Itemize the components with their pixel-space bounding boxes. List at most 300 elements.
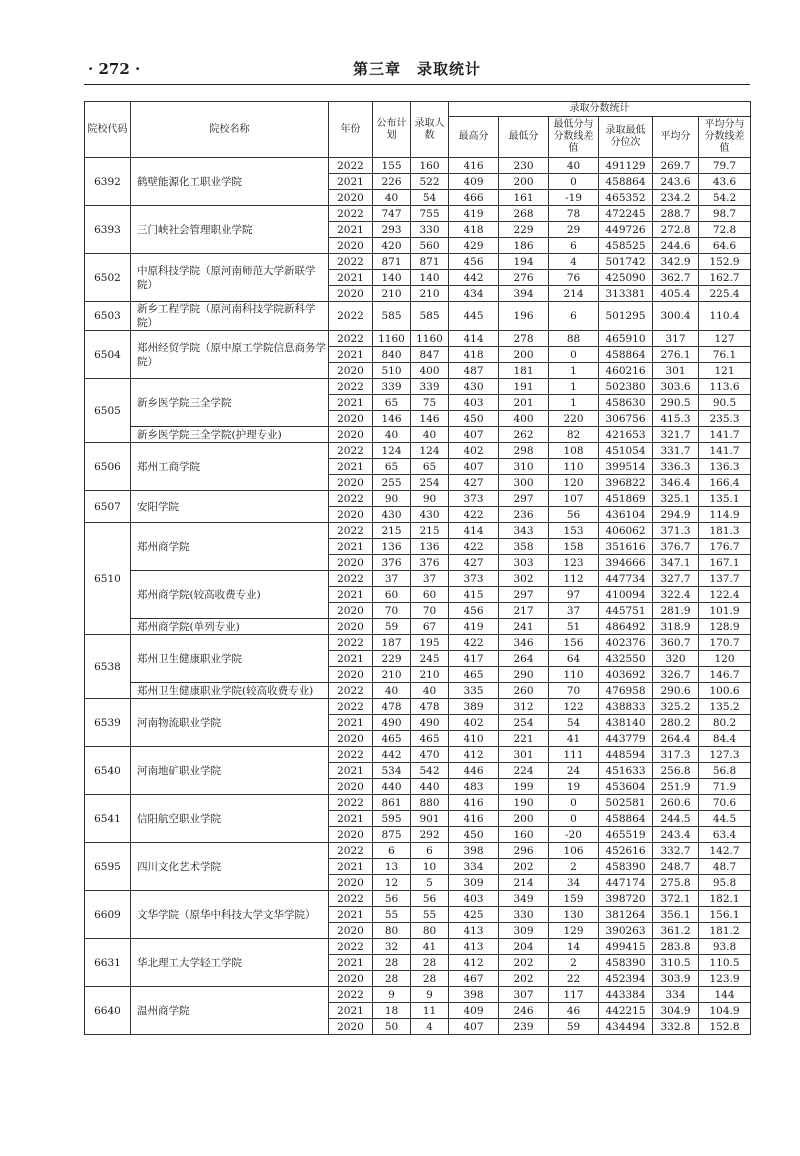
cell-max: 422 <box>449 507 499 523</box>
school-name: 郑州卫生健康职业学院(较高收费专业) <box>131 683 329 699</box>
cell-plan: 376 <box>373 555 411 571</box>
cell-avg: 244.6 <box>653 238 699 254</box>
cell-max: 456 <box>449 603 499 619</box>
cell-avg-diff: 84.4 <box>699 731 751 747</box>
cell-avg: 260.6 <box>653 795 699 811</box>
cell-min: 343 <box>499 523 549 539</box>
cell-avg: 283.8 <box>653 939 699 955</box>
header-divider <box>84 84 750 85</box>
cell-min-rank: 398720 <box>599 891 653 907</box>
cell-avg-diff: 167.1 <box>699 555 751 571</box>
cell-avg-diff: 135.2 <box>699 699 751 715</box>
cell-admitted: 465 <box>411 731 449 747</box>
cell-avg-diff: 146.7 <box>699 667 751 683</box>
cell-admitted: 56 <box>411 891 449 907</box>
cell-year: 2021 <box>329 1003 373 1019</box>
cell-max: 487 <box>449 363 499 379</box>
cell-min-rank: 501295 <box>599 302 653 331</box>
cell-plan: 1160 <box>373 331 411 347</box>
cell-admitted: 40 <box>411 427 449 443</box>
cell-admitted: 136 <box>411 539 449 555</box>
page-header <box>84 56 750 84</box>
cell-avg-diff: 136.3 <box>699 459 751 475</box>
cell-admitted: 210 <box>411 286 449 302</box>
table-row <box>85 491 751 507</box>
school-name: 郑州经贸学院（原中原工学院信息商务学院） <box>131 331 329 379</box>
cell-year: 2022 <box>329 443 373 459</box>
cell-min: 204 <box>499 939 549 955</box>
cell-min-rank: 451633 <box>599 763 653 779</box>
cell-admitted: 901 <box>411 811 449 827</box>
cell-min: 190 <box>499 795 549 811</box>
cell-avg: 304.9 <box>653 1003 699 1019</box>
cell-plan: 50 <box>373 1019 411 1035</box>
school-code: 6510 <box>85 523 131 635</box>
cell-admitted: 75 <box>411 395 449 411</box>
cell-admitted: 430 <box>411 507 449 523</box>
cell-avg-diff: 104.9 <box>699 1003 751 1019</box>
cell-year: 2020 <box>329 827 373 843</box>
cell-plan: 59 <box>373 619 411 635</box>
cell-year: 2020 <box>329 411 373 427</box>
col-header-year: 年份 <box>329 102 373 158</box>
school-code: 6505 <box>85 379 131 443</box>
cell-plan: 40 <box>373 427 411 443</box>
cell-min: 202 <box>499 955 549 971</box>
cell-year: 2022 <box>329 571 373 587</box>
school-name: 信阳航空职业学院 <box>131 795 329 843</box>
cell-min-rank: 447734 <box>599 571 653 587</box>
table-row <box>85 254 751 270</box>
cell-avg-diff: 64.6 <box>699 238 751 254</box>
cell-avg-diff: 100.6 <box>699 683 751 699</box>
cell-min-rank: 452616 <box>599 843 653 859</box>
school-name: 新乡工程学院（原河南科技学院新科学院） <box>131 302 329 331</box>
cell-min-diff: 0 <box>549 811 599 827</box>
cell-avg: 362.7 <box>653 270 699 286</box>
chapter-title: 第三章 录取统计 <box>352 60 481 78</box>
cell-min-diff: 56 <box>549 507 599 523</box>
cell-plan: 747 <box>373 206 411 222</box>
cell-plan: 140 <box>373 270 411 286</box>
cell-min-diff: 156 <box>549 635 599 651</box>
cell-avg-diff: 162.7 <box>699 270 751 286</box>
cell-admitted: 11 <box>411 1003 449 1019</box>
cell-admitted: 140 <box>411 270 449 286</box>
cell-max: 407 <box>449 459 499 475</box>
cell-avg: 347.1 <box>653 555 699 571</box>
cell-avg: 303.9 <box>653 971 699 987</box>
cell-year: 2022 <box>329 331 373 347</box>
cell-min: 349 <box>499 891 549 907</box>
cell-max: 410 <box>449 731 499 747</box>
cell-min-diff: 70 <box>549 683 599 699</box>
cell-min: 191 <box>499 379 549 395</box>
cell-min-rank: 410094 <box>599 587 653 603</box>
cell-min-diff: 220 <box>549 411 599 427</box>
cell-min-rank: 501742 <box>599 254 653 270</box>
cell-admitted: 376 <box>411 555 449 571</box>
cell-max: 465 <box>449 667 499 683</box>
col-header-avg-diff: 平均分与分数线差值 <box>699 117 751 158</box>
school-code: 6539 <box>85 699 131 747</box>
cell-year: 2022 <box>329 795 373 811</box>
cell-admitted: 215 <box>411 523 449 539</box>
cell-min-diff: 1 <box>549 395 599 411</box>
cell-min-diff: 110 <box>549 459 599 475</box>
cell-avg: 371.3 <box>653 523 699 539</box>
cell-plan: 430 <box>373 507 411 523</box>
cell-avg-diff: 90.5 <box>699 395 751 411</box>
cell-min-diff: 46 <box>549 1003 599 1019</box>
col-header-score-stats: 录取分数统计 <box>449 102 751 117</box>
cell-min-rank: 458390 <box>599 955 653 971</box>
cell-avg: 276.1 <box>653 347 699 363</box>
cell-min-rank: 438140 <box>599 715 653 731</box>
cell-year: 2022 <box>329 747 373 763</box>
cell-avg-diff: 176.7 <box>699 539 751 555</box>
cell-avg: 332.8 <box>653 1019 699 1035</box>
cell-admitted: 560 <box>411 238 449 254</box>
cell-min-rank: 451869 <box>599 491 653 507</box>
cell-avg-diff: 48.7 <box>699 859 751 875</box>
table-row <box>85 683 751 699</box>
cell-plan: 339 <box>373 379 411 395</box>
cell-avg: 290.5 <box>653 395 699 411</box>
cell-avg: 325.2 <box>653 699 699 715</box>
cell-max: 402 <box>449 715 499 731</box>
cell-plan: 40 <box>373 190 411 206</box>
cell-avg: 243.6 <box>653 174 699 190</box>
cell-max: 412 <box>449 747 499 763</box>
col-header-min: 最低分 <box>499 117 549 158</box>
cell-min-diff: 6 <box>549 302 599 331</box>
cell-max: 419 <box>449 619 499 635</box>
cell-min-diff: 97 <box>549 587 599 603</box>
cell-year: 2020 <box>329 971 373 987</box>
school-name: 温州商学院 <box>131 987 329 1035</box>
cell-max: 422 <box>449 539 499 555</box>
cell-plan: 875 <box>373 827 411 843</box>
cell-max: 445 <box>449 302 499 331</box>
cell-avg-diff: 93.8 <box>699 939 751 955</box>
school-code: 6503 <box>85 302 131 331</box>
cell-plan: 871 <box>373 254 411 270</box>
school-name: 文华学院（原华中科技大学文华学院） <box>131 891 329 939</box>
cell-avg-diff: 128.9 <box>699 619 751 635</box>
cell-year: 2022 <box>329 206 373 222</box>
cell-max: 430 <box>449 379 499 395</box>
cell-avg-diff: 127 <box>699 331 751 347</box>
school-name: 鹤壁能源化工职业学院 <box>131 158 329 206</box>
cell-plan: 861 <box>373 795 411 811</box>
cell-min-rank: 451054 <box>599 443 653 459</box>
school-code: 6540 <box>85 747 131 795</box>
cell-avg-diff: 56.8 <box>699 763 751 779</box>
cell-min: 200 <box>499 174 549 190</box>
cell-min-diff: 214 <box>549 286 599 302</box>
cell-plan: 12 <box>373 875 411 891</box>
cell-avg: 264.4 <box>653 731 699 747</box>
cell-avg: 326.7 <box>653 667 699 683</box>
cell-plan: 510 <box>373 363 411 379</box>
cell-max: 398 <box>449 843 499 859</box>
cell-min-diff: -19 <box>549 190 599 206</box>
school-name: 中原科技学院（原河南师范大学新联学院） <box>131 254 329 302</box>
cell-avg: 376.7 <box>653 539 699 555</box>
cell-min-rank: 432550 <box>599 651 653 667</box>
cell-max: 450 <box>449 411 499 427</box>
cell-admitted: 41 <box>411 939 449 955</box>
cell-min: 358 <box>499 539 549 555</box>
table-body <box>85 158 751 1035</box>
cell-min-diff: 54 <box>549 715 599 731</box>
cell-min-rank: 465910 <box>599 331 653 347</box>
cell-min-rank: 465352 <box>599 190 653 206</box>
cell-avg-diff: 72.8 <box>699 222 751 238</box>
table-row <box>85 331 751 347</box>
school-code: 6504 <box>85 331 131 379</box>
cell-admitted: 490 <box>411 715 449 731</box>
cell-min-diff: 123 <box>549 555 599 571</box>
cell-year: 2020 <box>329 779 373 795</box>
cell-year: 2022 <box>329 254 373 270</box>
cell-avg: 280.2 <box>653 715 699 731</box>
cell-max: 418 <box>449 222 499 238</box>
table-row <box>85 571 751 587</box>
cell-min-diff: 29 <box>549 222 599 238</box>
col-header-admitted: 录取人数 <box>411 102 449 158</box>
cell-admitted: 80 <box>411 923 449 939</box>
cell-avg-diff: 43.6 <box>699 174 751 190</box>
cell-year: 2022 <box>329 158 373 174</box>
cell-min: 310 <box>499 459 549 475</box>
school-code: 6595 <box>85 843 131 891</box>
cell-avg-diff: 156.1 <box>699 907 751 923</box>
cell-year: 2022 <box>329 939 373 955</box>
cell-avg-diff: 76.1 <box>699 347 751 363</box>
cell-plan: 65 <box>373 395 411 411</box>
cell-avg-diff: 79.7 <box>699 158 751 174</box>
cell-min: 262 <box>499 427 549 443</box>
cell-admitted: 880 <box>411 795 449 811</box>
cell-min-diff: 0 <box>549 347 599 363</box>
cell-min-diff: 24 <box>549 763 599 779</box>
cell-min-diff: 107 <box>549 491 599 507</box>
school-name: 四川文化艺术学院 <box>131 843 329 891</box>
cell-max: 425 <box>449 907 499 923</box>
school-code: 6506 <box>85 443 131 491</box>
school-code: 6393 <box>85 206 131 254</box>
cell-min: 276 <box>499 270 549 286</box>
cell-plan: 187 <box>373 635 411 651</box>
cell-min-rank: 452394 <box>599 971 653 987</box>
cell-avg-diff: 114.9 <box>699 507 751 523</box>
cell-plan: 60 <box>373 587 411 603</box>
cell-admitted: 339 <box>411 379 449 395</box>
cell-year: 2020 <box>329 1019 373 1035</box>
cell-avg-diff: 127.3 <box>699 747 751 763</box>
cell-year: 2020 <box>329 190 373 206</box>
cell-avg: 405.4 <box>653 286 699 302</box>
cell-max: 456 <box>449 254 499 270</box>
cell-min: 199 <box>499 779 549 795</box>
cell-min: 200 <box>499 347 549 363</box>
cell-min-diff: 64 <box>549 651 599 667</box>
cell-max: 483 <box>449 779 499 795</box>
cell-avg: 331.7 <box>653 443 699 459</box>
cell-min: 302 <box>499 571 549 587</box>
cell-min-diff: 120 <box>549 475 599 491</box>
school-code: 6392 <box>85 158 131 206</box>
cell-avg: 243.4 <box>653 827 699 843</box>
school-code: 6631 <box>85 939 131 987</box>
cell-plan: 70 <box>373 603 411 619</box>
cell-year: 2021 <box>329 955 373 971</box>
school-name: 华北理工大学轻工学院 <box>131 939 329 987</box>
cell-admitted: 330 <box>411 222 449 238</box>
cell-max: 427 <box>449 555 499 571</box>
cell-min: 194 <box>499 254 549 270</box>
cell-min: 290 <box>499 667 549 683</box>
col-header-min-rank: 录取最低分位次 <box>599 117 653 158</box>
cell-max: 467 <box>449 971 499 987</box>
cell-avg: 272.8 <box>653 222 699 238</box>
school-name: 郑州工商学院 <box>131 443 329 491</box>
cell-avg-diff: 135.1 <box>699 491 751 507</box>
cell-min: 217 <box>499 603 549 619</box>
cell-min-rank: 491129 <box>599 158 653 174</box>
cell-avg-diff: 113.6 <box>699 379 751 395</box>
cell-avg-diff: 170.7 <box>699 635 751 651</box>
cell-min: 297 <box>499 587 549 603</box>
school-name: 新乡医学院三全学院 <box>131 379 329 427</box>
cell-avg-diff: 141.7 <box>699 427 751 443</box>
cell-avg-diff: 95.8 <box>699 875 751 891</box>
cell-avg: 275.8 <box>653 875 699 891</box>
table-row <box>85 158 751 174</box>
cell-min: 400 <box>499 411 549 427</box>
cell-avg-diff: 142.7 <box>699 843 751 859</box>
cell-avg-diff: 152.9 <box>699 254 751 270</box>
cell-plan: 37 <box>373 571 411 587</box>
cell-min-diff: 153 <box>549 523 599 539</box>
cell-max: 416 <box>449 158 499 174</box>
cell-plan: 80 <box>373 923 411 939</box>
cell-avg: 269.7 <box>653 158 699 174</box>
cell-min-diff: 1 <box>549 379 599 395</box>
cell-avg: 346.4 <box>653 475 699 491</box>
col-header-name: 院校名称 <box>131 102 329 158</box>
cell-avg-diff: 120 <box>699 651 751 667</box>
cell-year: 2020 <box>329 555 373 571</box>
cell-min: 200 <box>499 811 549 827</box>
cell-avg-diff: 70.6 <box>699 795 751 811</box>
cell-plan: 32 <box>373 939 411 955</box>
cell-min: 241 <box>499 619 549 635</box>
cell-min: 236 <box>499 507 549 523</box>
cell-max: 416 <box>449 795 499 811</box>
cell-year: 2021 <box>329 347 373 363</box>
cell-avg-diff: 137.7 <box>699 571 751 587</box>
cell-year: 2021 <box>329 459 373 475</box>
cell-plan: 28 <box>373 971 411 987</box>
cell-min-diff: 2 <box>549 859 599 875</box>
cell-min-rank: 434494 <box>599 1019 653 1035</box>
cell-min-rank: 406062 <box>599 523 653 539</box>
cell-plan: 585 <box>373 302 411 331</box>
cell-min-rank: 449726 <box>599 222 653 238</box>
cell-max: 446 <box>449 763 499 779</box>
school-code: 6640 <box>85 987 131 1035</box>
cell-min-rank: 458390 <box>599 859 653 875</box>
cell-admitted: 55 <box>411 907 449 923</box>
cell-admitted: 160 <box>411 158 449 174</box>
cell-min: 181 <box>499 363 549 379</box>
col-header-min-diff: 最低分与分数线差值 <box>549 117 599 158</box>
cell-avg: 300.4 <box>653 302 699 331</box>
cell-max: 434 <box>449 286 499 302</box>
cell-min-diff: 108 <box>549 443 599 459</box>
cell-min-diff: 130 <box>549 907 599 923</box>
cell-year: 2021 <box>329 763 373 779</box>
cell-year: 2022 <box>329 683 373 699</box>
cell-avg-diff: 110.4 <box>699 302 751 331</box>
cell-avg-diff: 110.5 <box>699 955 751 971</box>
cell-admitted: 755 <box>411 206 449 222</box>
cell-admitted: 146 <box>411 411 449 427</box>
cell-year: 2021 <box>329 651 373 667</box>
cell-avg-diff: 182.1 <box>699 891 751 907</box>
cell-min-diff: 34 <box>549 875 599 891</box>
cell-plan: 440 <box>373 779 411 795</box>
cell-min: 264 <box>499 651 549 667</box>
cell-max: 409 <box>449 1003 499 1019</box>
cell-max: 389 <box>449 699 499 715</box>
cell-plan: 210 <box>373 286 411 302</box>
cell-min-diff: 51 <box>549 619 599 635</box>
cell-min: 297 <box>499 491 549 507</box>
cell-min-diff: 41 <box>549 731 599 747</box>
cell-max: 414 <box>449 523 499 539</box>
cell-avg: 320 <box>653 651 699 667</box>
cell-min: 160 <box>499 827 549 843</box>
cell-year: 2022 <box>329 843 373 859</box>
cell-avg: 256.8 <box>653 763 699 779</box>
cell-admitted: 70 <box>411 603 449 619</box>
cell-min-rank: 402376 <box>599 635 653 651</box>
cell-plan: 56 <box>373 891 411 907</box>
cell-min: 224 <box>499 763 549 779</box>
cell-max: 414 <box>449 331 499 347</box>
cell-plan: 226 <box>373 174 411 190</box>
cell-avg-diff: 71.9 <box>699 779 751 795</box>
cell-year: 2020 <box>329 363 373 379</box>
cell-admitted: 37 <box>411 571 449 587</box>
cell-plan: 215 <box>373 523 411 539</box>
cell-admitted: 54 <box>411 190 449 206</box>
cell-min-rank: 460216 <box>599 363 653 379</box>
cell-admitted: 1160 <box>411 331 449 347</box>
cell-min-diff: 117 <box>549 987 599 1003</box>
cell-max: 427 <box>449 475 499 491</box>
cell-admitted: 65 <box>411 459 449 475</box>
cell-min-rank: 443779 <box>599 731 653 747</box>
table-row <box>85 699 751 715</box>
cell-max: 335 <box>449 683 499 699</box>
cell-min-rank: 447174 <box>599 875 653 891</box>
cell-avg: 334 <box>653 987 699 1003</box>
